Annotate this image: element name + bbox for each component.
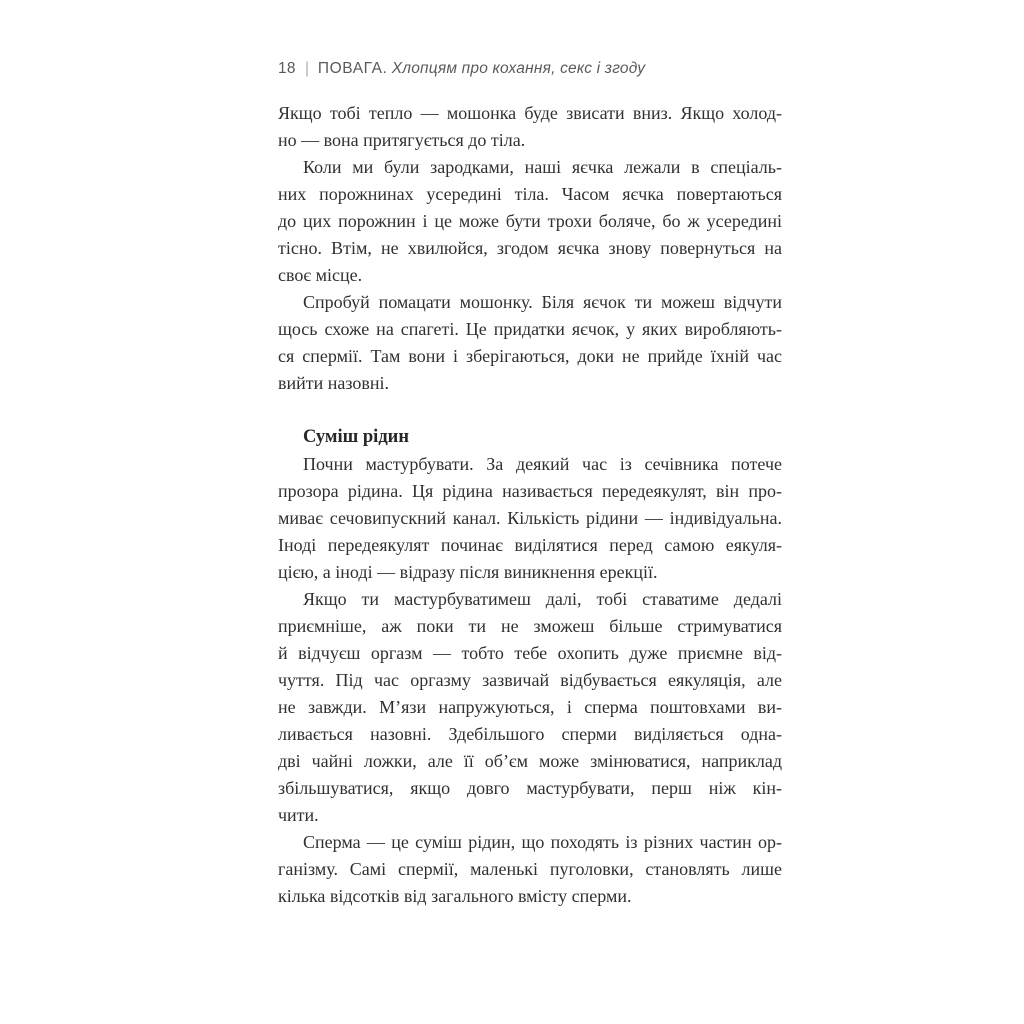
book-subtitle: Хлопцям про кохання, секс і згоду [391, 60, 646, 77]
paragraph [278, 451, 782, 586]
book-title: ПОВАГА. [317, 60, 388, 77]
text-line: ганізму. Самі спермії, маленькі пуголовки, становлять лише [278, 859, 782, 879]
text-line: чуття. Під час оргазму зазвичай відбувається еякуляція, але [278, 670, 782, 690]
text-block [278, 100, 782, 910]
text-line: но — вона притягується до тіла. [278, 130, 526, 150]
section-heading: Суміш рідин [303, 427, 409, 447]
text-line: миває сечовипускний канал. Кількість рідини — індивідуальна. [278, 508, 782, 528]
text-line: Почни мастурбувати. За деякий час із сечівника потече [303, 454, 782, 474]
page-number: 18 [278, 60, 296, 77]
text-line: вийти назовні. [278, 373, 390, 393]
text-line: й відчуєш оргазм — тобто тебе охопить дуже приємне від- [278, 643, 782, 663]
running-head [278, 60, 898, 77]
text-line: Іноді передеякулят починає виділятися перед самою еякуля- [278, 535, 782, 555]
text-line: Якщо ти мастурбуватимеш далі, тобі ставатиме дедалі [303, 589, 782, 609]
text-line: прозора рідина. Ця рідина називається передеякулят, він про- [278, 481, 782, 501]
text-line: ся спермії. Там вони і зберігаються, доки не прийде їхній час [278, 346, 782, 366]
text-line: збільшуватися, якщо довго мастурбувати, перш ніж кін- [278, 778, 782, 798]
paragraph [278, 829, 782, 910]
text-line: Спробуй помацати мошонку. Біля яєчок ти можеш відчути [303, 292, 782, 312]
text-line: них порожнинах усередині тіла. Часом яєчка повертаються [278, 184, 782, 204]
paragraph [278, 100, 782, 154]
text-line: чити. [278, 805, 319, 825]
text-line: Сперма — це суміш рідин, що походять із різних частин ор- [303, 832, 782, 852]
paragraph [278, 586, 782, 829]
paragraph [278, 154, 782, 289]
text-line: дві чайні ложки, але її об’єм може змінюватися, наприклад [278, 751, 782, 771]
text-line: ливається назовні. Здебільшого сперми виділяється одна- [278, 724, 782, 744]
paragraph [278, 289, 782, 397]
text-line: приємніше, аж поки ти не зможеш більше стримуватися [278, 616, 782, 636]
text-line: до цих порожнин і це може бути трохи боляче, бо ж усередині [278, 211, 782, 231]
text-line: кілька відсотків від загального вмісту сперми. [278, 886, 632, 906]
text-line: щось схоже на спагеті. Це придатки яєчок, у яких виробляють- [278, 319, 782, 339]
text-line: своє місце. [278, 265, 363, 285]
text-line: Коли ми були зародками, наші яєчка лежали в спеціаль- [303, 157, 782, 177]
text-line: цією, а іноді — відразу після виникнення ерекції. [278, 562, 658, 582]
text-line: Якщо тобі тепло — мошонка буде звисати вниз. Якщо холод- [278, 103, 782, 123]
text-line: не завжди. М’язи напружуються, і сперма поштовхами ви- [278, 697, 782, 717]
text-line: тісно. Втім, не хвилюйся, згодом яєчка знову повернуться на [278, 238, 782, 258]
header-divider: | [305, 60, 309, 77]
